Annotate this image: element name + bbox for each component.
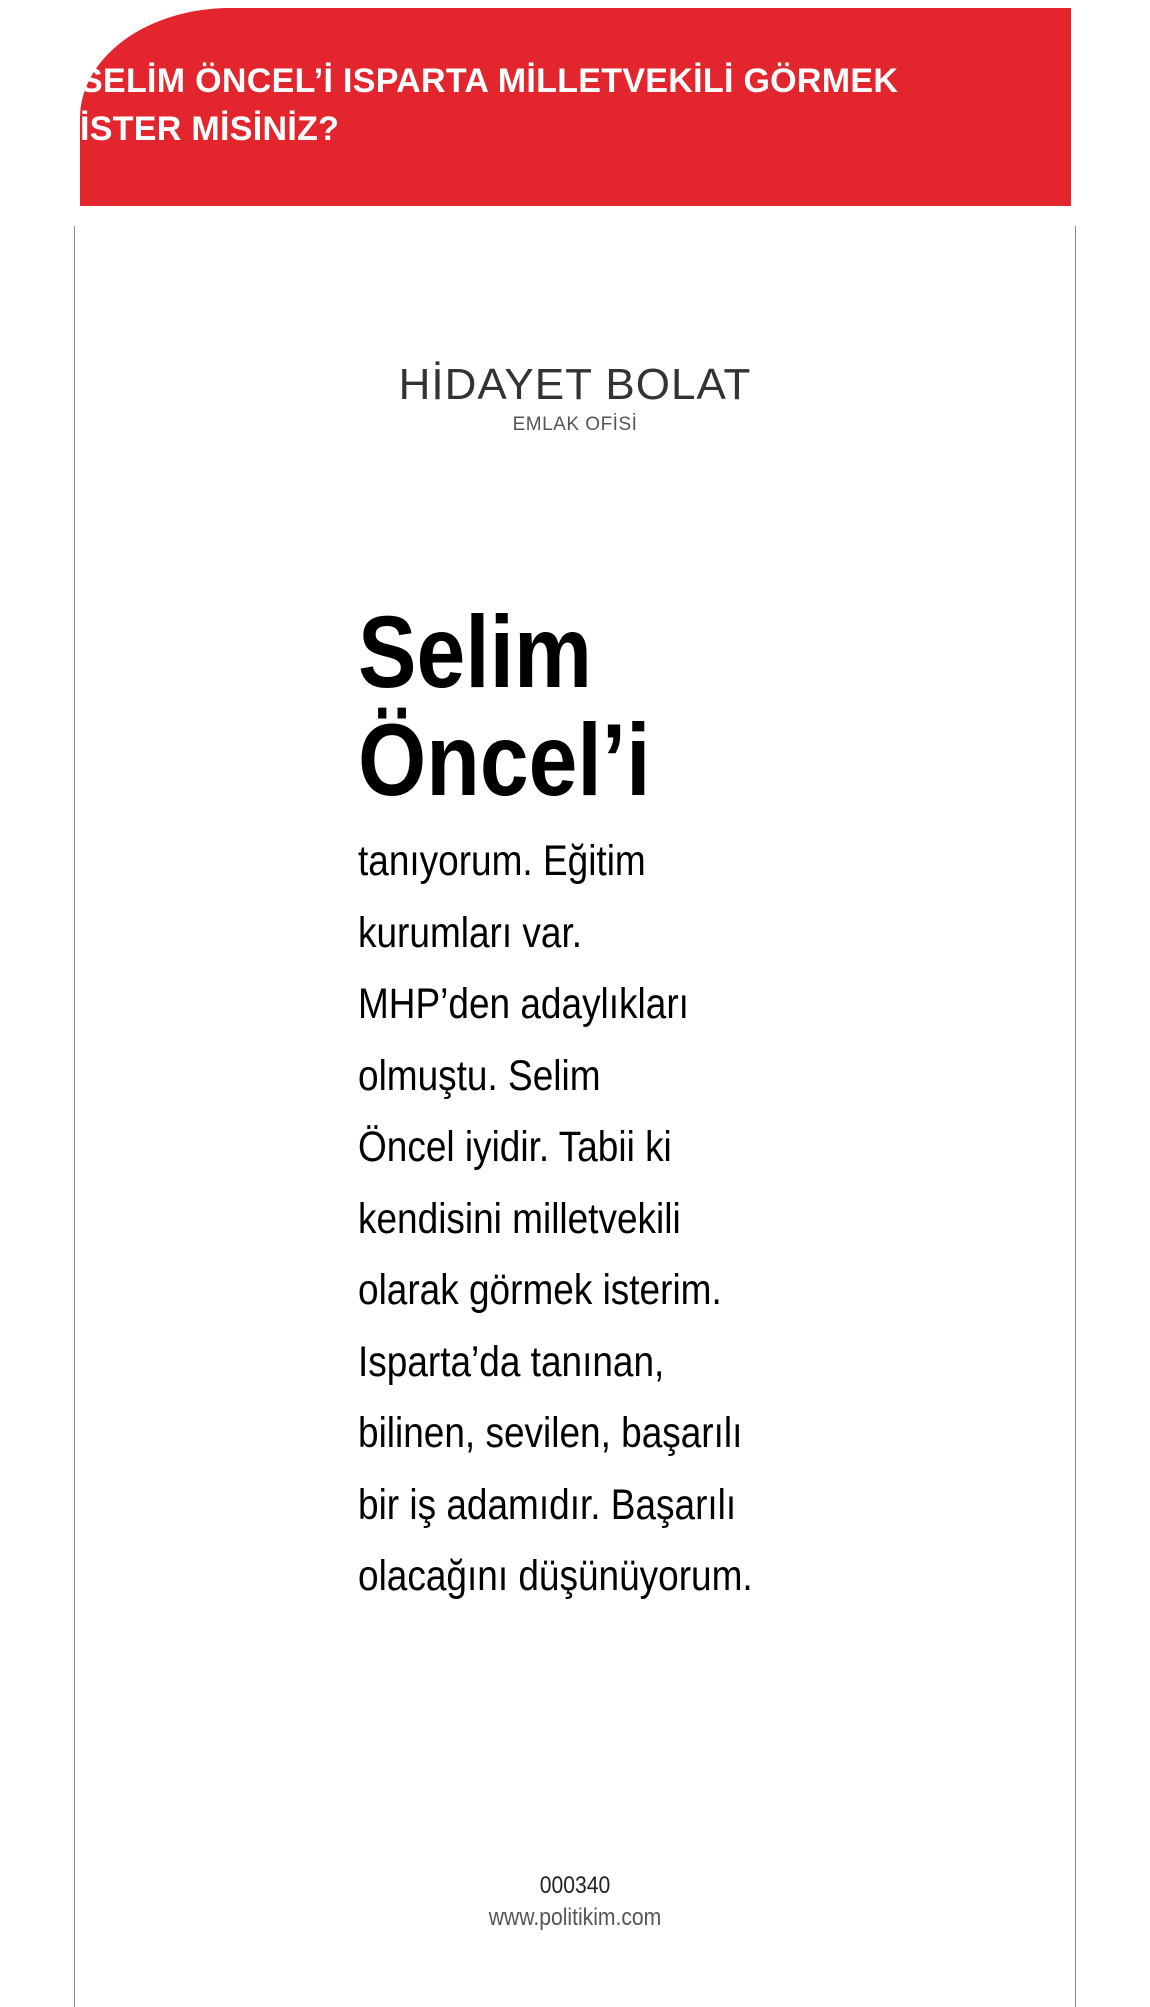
body-line: bir iş adamıdır. Başarılı bbox=[358, 1480, 737, 1529]
person-name: HİDAYET BOLAT bbox=[398, 360, 752, 409]
body-line: olmuştu. Selim bbox=[358, 1051, 601, 1100]
right-border-line bbox=[1075, 226, 1076, 2007]
footer-url: www.politikim.com bbox=[488, 1904, 662, 1931]
body-line: kurumları var. bbox=[358, 908, 583, 957]
body-line: bilinen, sevilen, başarılı bbox=[358, 1409, 743, 1457]
headline-line-1: Selim bbox=[358, 595, 593, 709]
body-line: olarak görmek isterim. bbox=[358, 1266, 722, 1314]
body-line: Öncel iyidir. Tabii ki bbox=[358, 1123, 672, 1171]
quote-body bbox=[358, 826, 840, 1613]
footer bbox=[0, 1870, 1150, 1934]
footer-code: 000340 bbox=[539, 1872, 611, 1899]
body-line: kendisini milletvekili bbox=[358, 1194, 681, 1243]
banner-title-line-1: SELİM ÖNCEL’İ ISPARTA MİLLETVEKİLİ GÖRMEK bbox=[80, 62, 899, 100]
person-block bbox=[0, 358, 1150, 438]
person-role: EMLAK OFİSİ bbox=[512, 414, 638, 435]
banner-title-line-2: İSTER MİSİNİZ? bbox=[80, 110, 340, 148]
left-border-line bbox=[74, 226, 75, 2007]
body-line: tanıyorum. Eğitim bbox=[358, 837, 646, 885]
body-line: Isparta’da tanınan, bbox=[358, 1337, 665, 1386]
body-line: olacağını düşünüyorum. bbox=[358, 1552, 753, 1600]
banner-title bbox=[80, 57, 980, 153]
body-line: MHP’den adaylıkları bbox=[358, 980, 689, 1028]
quote-headline bbox=[358, 595, 651, 817]
headline-line-2: Öncel’i bbox=[358, 703, 651, 817]
